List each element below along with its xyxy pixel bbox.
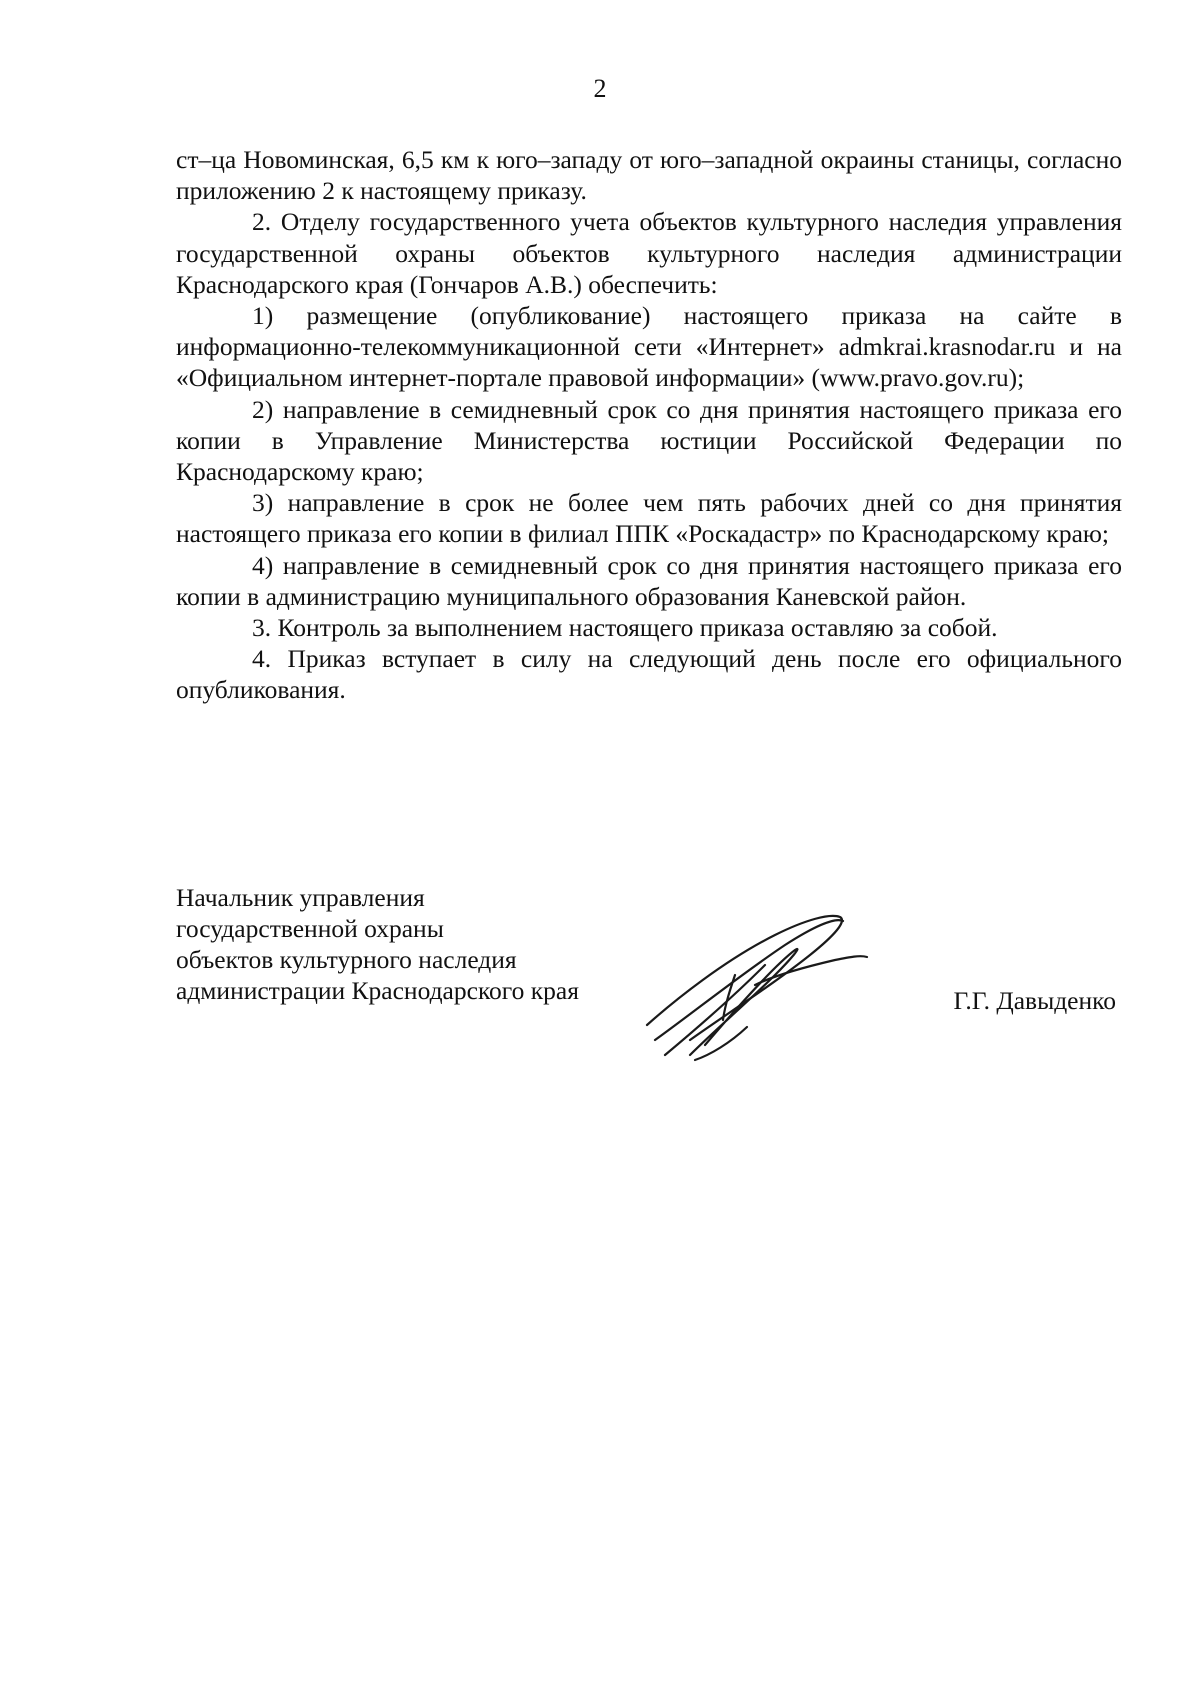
paragraph-item-2: 2. Отделу государственного учета объектов культурного наследия управления государственной охраны объектов культурного наследия администрации Краснодарского края (Гончаров А.В.) обеспечить: [176, 207, 1122, 299]
signer-title-line: государственной охраны [176, 914, 444, 943]
signer-title-block [176, 882, 579, 1006]
paragraph-subitem-2: 2) направление в семидневный срок со дня принятия настоящего приказа его копии в Управление Министерства юстиции Российской Федерации по Краснодарскому краю; [176, 394, 1122, 487]
paragraph-continuation: ст–ца Новоминская, 6,5 км к юго–западу от юго–западной окраины станицы, согласно приложению 2 к настоящему приказу. [176, 145, 1122, 206]
page-number: 2 [593, 74, 607, 103]
paragraph-item-3: 3. Контроль за выполнением настоящего приказа оставляю за собой. [252, 613, 998, 643]
paragraph-subitem-3: 3) направление в срок не более чем пять рабочих дней со дня принятия настоящего приказа его копии в филиал ППК «Роскадастр» по Краснодарскому краю; [176, 488, 1122, 549]
signer-title-line: Начальник управления [176, 883, 425, 912]
paragraph-subitem-1: 1) размещение (опубликование) настоящего приказа на сайте в информационно-телекоммуникационной сети «Интернет» admkrai.krasnodar.ru и на «Официальном интернет-портале правовой информации» (www.pravo.gov.ru); [176, 301, 1122, 393]
document-body [176, 144, 1122, 706]
signer-title-line: объектов культурного наследия [176, 945, 517, 974]
paragraph-item-4: 4. Приказ вступает в силу на следующий день после его официального опубликования. [176, 644, 1122, 705]
paragraph-subitem-4: 4) направление в семидневный срок со дня принятия настоящего приказа его копии в администрацию муниципального образования Каневской район. [176, 550, 1122, 611]
signer-title-line: администрации Краснодарского края [176, 976, 579, 1005]
signer-name: Г.Г. Давыденко [953, 986, 1116, 1015]
handwritten-signature [635, 905, 875, 1065]
